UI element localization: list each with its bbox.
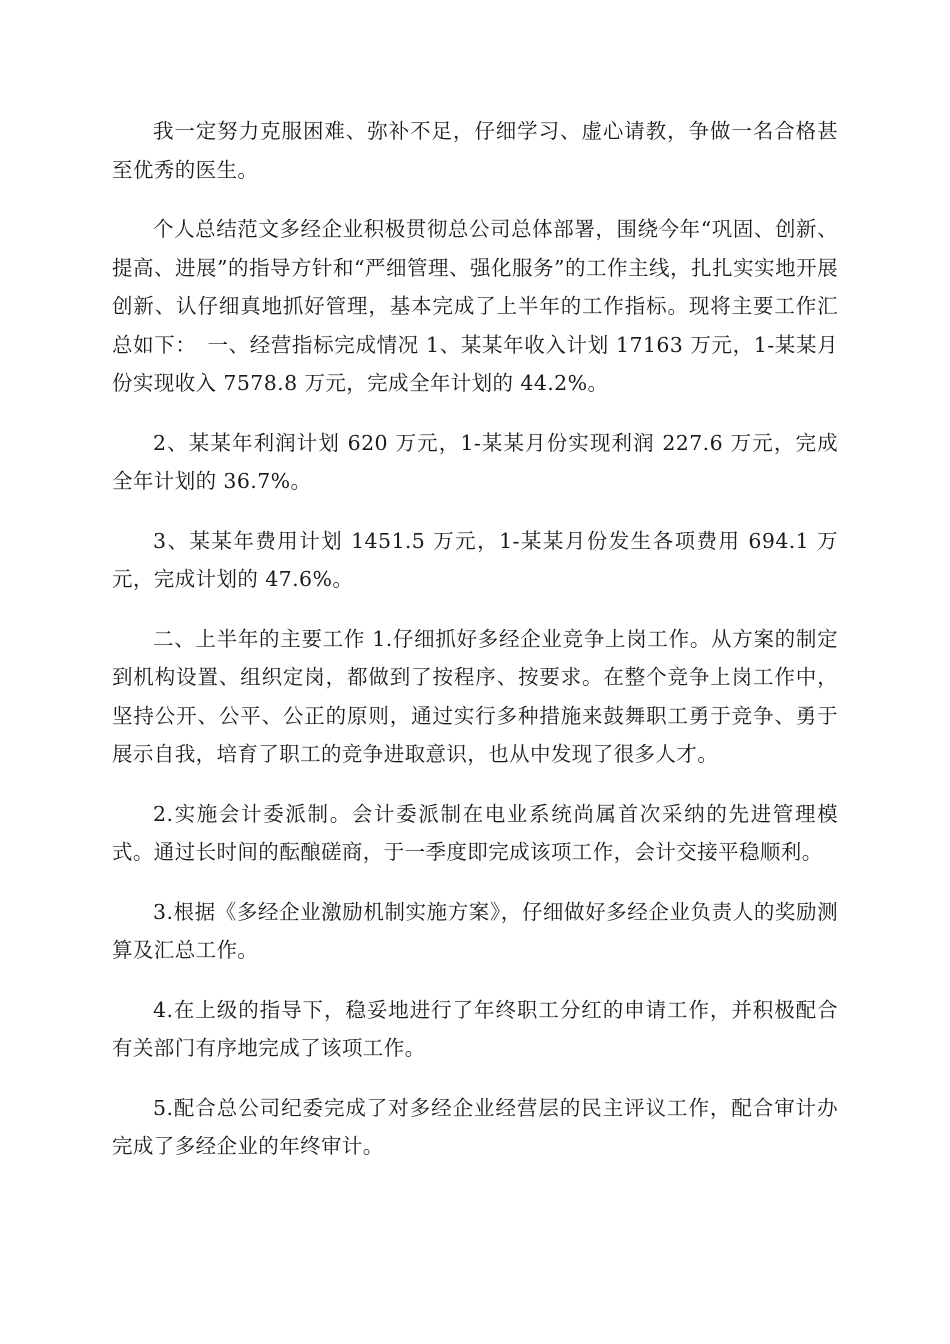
paragraph-incentive-scheme: 3.根据《多经企业激励机制实施方案》，仔细做好多经企业负责人的奖励测算及汇总工作。 <box>112 899 838 962</box>
paragraph-main-work-competition: 二、上半年的主要工作 1.仔细抓好多经企业竞争上岗工作。从方案的制定到机构设置、组织定岗，都做到了按程序、按要求。在整个竞争上岗工作中，坚持公开、公平、公正的原则，通过实行多种措施来鼓舞职工勇于竞争、勇于展示自我，培育了职工的竞争进取意识，也从中发现了很多人才。 <box>112 626 838 766</box>
paragraph-year-end-dividend: 4.在上级的指导下，稳妥地进行了年终职工分红的申请工作，并积极配合有关部门有序地完成了该项工作。 <box>112 997 838 1060</box>
paragraph-expense-plan: 3、某某年费用计划 1451.5 万元，1-某某月份发生各项费用 694.1 万元，完成计划的 47.6%。 <box>112 528 838 591</box>
paragraph-accounting-delegation: 2.实施会计委派制。会计委派制在电业系统尚属首次采纳的先进管理模式。通过长时间的酝酿磋商，于一季度即完成该项工作，会计交接平稳顺利。 <box>112 801 838 864</box>
document-body <box>112 112 838 1187</box>
paragraph-profit-plan: 2、某某年利润计划 620 万元，1-某某月份实现利润 227.6 万元，完成全年计划的 36.7%。 <box>112 430 838 493</box>
paragraph-democratic-review: 5.配合总公司纪委完成了对多经企业经营层的民主评议工作，配合审计办完成了多经企业的年终审计。 <box>112 1095 838 1158</box>
paragraph-summary-intro: 个人总结范文多经企业积极贯彻总公司总体部署，围绕今年“巩固、创新、提高、进展”的指导方针和“严细管理、强化服务”的工作主线，扎扎实实地开展创新、认仔细真地抓好管理，基本完成了上半年的工作指标。现将主要工作汇总如下： 一、经营指标完成情况 1、某某年收入计划 17163 万元，1-某某月份实现收入 7578.8 万元，完成全年计划的 44.2%。 <box>112 217 838 395</box>
paragraph-commitment: 我一定努力克服困难、弥补不足，仔细学习、虚心请教，争做一名合格甚至优秀的医生。 <box>112 119 838 182</box>
